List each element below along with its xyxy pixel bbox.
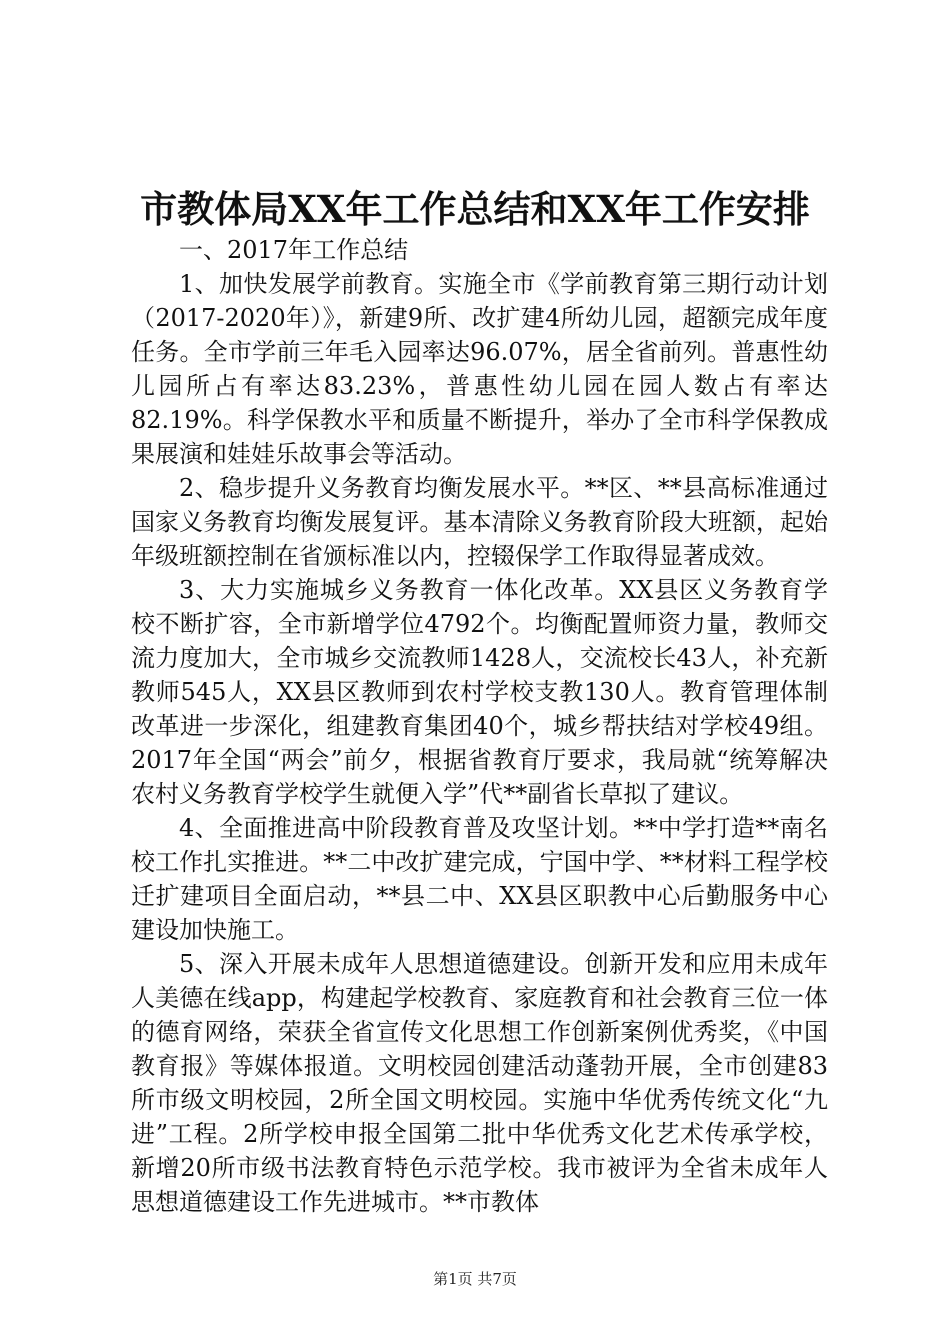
paragraph-urban-rural-reform: 3、大力实施城乡义务教育一体化改革。XX县区义务教育学校不断扩容，全市新增学位4792个。均衡配置师资力量，教师交流力度加大，全市城乡交流教师1428人，交流校长43人，补充新教师545人，XX县区教师到农村学校支教130人。教育管理体制改革进一步深化，组建教育集团40个，城乡帮扶结对学校49组。2017年全国“两会”前夕，根据省教育厅要求，我局就“统筹解决农村义务教育学校学生就便入学”代**副省长草拟了建议。 <box>131 576 828 808</box>
paragraph-compulsory-balance: 2、稳步提升义务教育均衡发展水平。**区、**县高标准通过国家义务教育均衡发展复评。基本清除义务教育阶段大班额，起始年级班额控制在省颁标准以内，控辍保学工作取得显著成效。 <box>131 474 828 570</box>
paragraph-moral-education: 5、深入开展未成年人思想道德建设。创新开发和应用未成年人美德在线app，构建起学校教育、家庭教育和社会教育三位一体的德育网络，荣获全省宣传文化思想工作创新案例优秀奖，《中国教育报》等媒体报道。文明校园创建活动蓬勃开展，全市创建83所市级文明校园，2所全国文明校园。实施中华优秀传统文化“九进”工程。2所学校申报全国第二批中华优秀文化艺术传承学校，新增20所市级书法教育特色示范学校。我市被评为全省未成年人思想道德建设工作先进城市。**市教体 <box>131 950 828 1216</box>
section-heading: 一、2017年工作总结 <box>179 236 409 264</box>
document-body <box>131 233 828 1219</box>
document-title: 市教体局XX年工作总结和XX年工作安排 <box>140 187 810 231</box>
paragraph-preschool: 1、加快发展学前教育。实施全市《学前教育第三期行动计划（2017-2020年）》，新建9所、改扩建4所幼儿园，超额完成年度任务。全市学前三年毛入园率达96.07%，居全省前列。普惠性幼儿园所占有率达83.23%，普惠性幼儿园在园人数占有率达82.19%。科学保教水平和质量不断提升，举办了全市科学保教成果展演和娃娃乐故事会等活动。 <box>131 270 828 468</box>
paragraph-high-school: 4、全面推进高中阶段教育普及攻坚计划。**中学打造**南名校工作扎实推进。**二中改扩建完成，宁国中学、**材料工程学校迁扩建项目全面启动，**县二中、XX县区职教中心后勤服务中心建设加快施工。 <box>131 814 828 944</box>
page-indicator: 第1页 共7页 <box>433 1270 517 1288</box>
